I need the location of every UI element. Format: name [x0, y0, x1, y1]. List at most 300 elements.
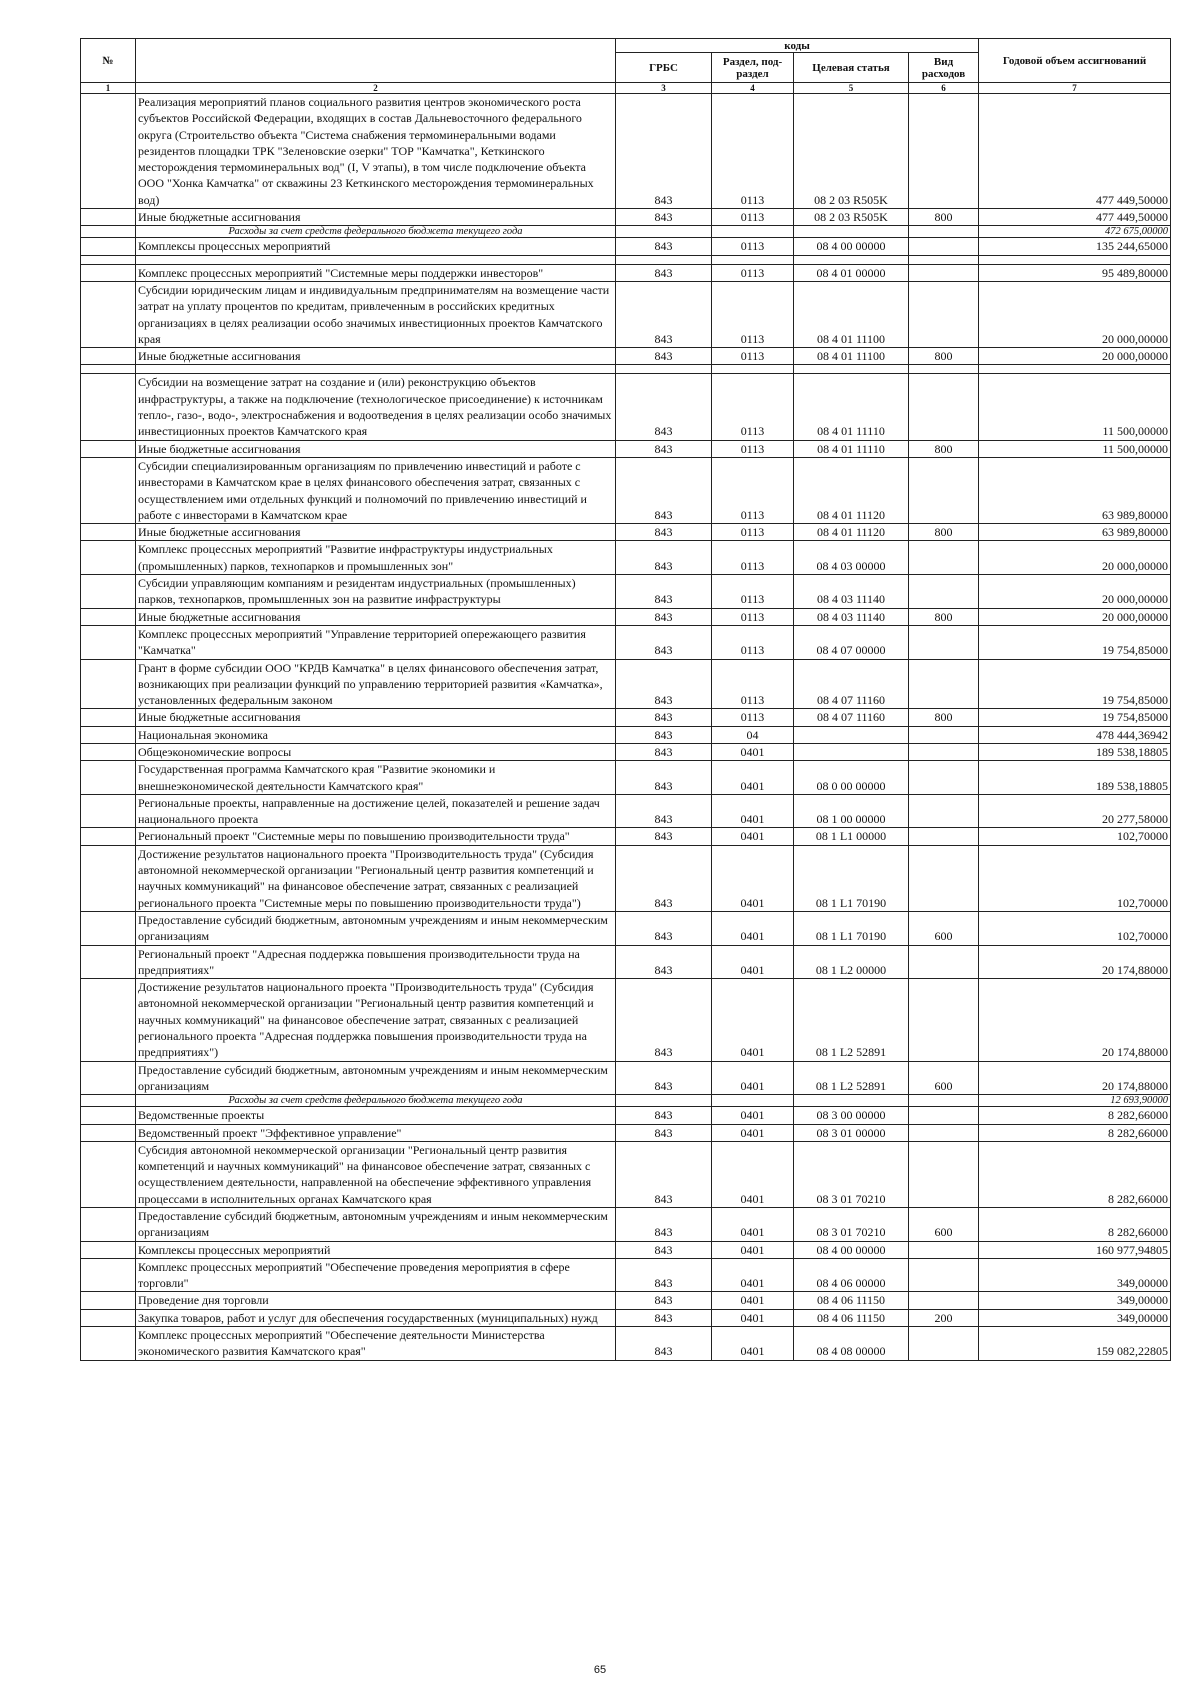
row-name-cell: Комплекс процессных мероприятий "Системные меры поддержки инвесторов" — [136, 264, 616, 281]
table-body — [81, 94, 1171, 1361]
row-target-cell: 08 0 00 00000 — [794, 761, 909, 795]
row-number-cell — [81, 226, 136, 238]
row-kind-cell — [909, 743, 979, 760]
row-number-cell — [81, 374, 136, 440]
row-section-cell: 0113 — [712, 457, 794, 523]
row-amount-cell: 63 989,80000 — [979, 457, 1171, 523]
row-name-cell: Региональный проект "Системные меры по повышению производительности труда" — [136, 828, 616, 845]
row-number-cell — [81, 761, 136, 795]
row-grbs-cell: 843 — [616, 1241, 712, 1258]
row-kind-cell — [909, 541, 979, 575]
row-kind-cell: 600 — [909, 1061, 979, 1095]
row-name-cell: Иные бюджетные ассигнования — [136, 608, 616, 625]
row-target-cell: 08 4 06 11150 — [794, 1309, 909, 1326]
row-grbs-cell: 843 — [616, 1061, 712, 1095]
row-target-cell: 08 4 03 11140 — [794, 575, 909, 609]
row-target-cell: 08 4 03 11140 — [794, 608, 909, 625]
row-kind-cell — [909, 457, 979, 523]
table-row — [81, 726, 1171, 743]
row-number-cell — [81, 255, 136, 264]
row-amount-cell: 19 754,85000 — [979, 625, 1171, 659]
row-kind-cell — [909, 374, 979, 440]
row-amount-cell: 8 282,66000 — [979, 1107, 1171, 1124]
row-target-cell: 08 1 00 00000 — [794, 794, 909, 828]
row-name-cell: Предоставление субсидий бюджетным, автономным учреждениям и иным некоммерческим организациям — [136, 911, 616, 945]
row-number-cell — [81, 659, 136, 709]
row-name-cell: Комплекс процессных мероприятий "Развитие инфраструктуры индустриальных (промышленных) парков, технопарков и промышленных зон" — [136, 541, 616, 575]
header-kind: Вид расходов — [909, 53, 979, 83]
table-row — [81, 794, 1171, 828]
row-kind-cell — [909, 1141, 979, 1207]
row-name-cell: Субсидии на возмещение затрат на создание и (или) реконструкцию объектов инфраструктуры, а также на подключение (технологическое присоединение) к источникам тепло-, газо-, водо-, электроснабжения и водоотведения в целях реализации особо значимых инвестиционных проектов Камчатского края — [136, 374, 616, 440]
row-target-cell: 08 4 01 11120 — [794, 457, 909, 523]
row-amount-cell: 63 989,80000 — [979, 524, 1171, 541]
row-target-cell — [794, 1095, 909, 1107]
row-grbs-cell: 843 — [616, 794, 712, 828]
row-number-cell — [81, 794, 136, 828]
row-number-cell — [81, 1095, 136, 1107]
row-number-cell — [81, 209, 136, 226]
table-row — [81, 659, 1171, 709]
row-number-cell — [81, 979, 136, 1061]
row-amount-cell: 8 282,66000 — [979, 1141, 1171, 1207]
row-name-cell: Расходы за счет средств федерального бюджета текущего года — [136, 1095, 616, 1107]
row-target-cell: 08 4 01 11100 — [794, 281, 909, 347]
row-grbs-cell — [616, 365, 712, 374]
row-section-cell: 0113 — [712, 264, 794, 281]
row-kind-cell: 600 — [909, 1208, 979, 1242]
row-amount-cell: 472 675,00000 — [979, 226, 1171, 238]
row-section-cell: 0401 — [712, 845, 794, 911]
row-name-cell: Субсидии юридическим лицам и индивидуальным предпринимателям на возмещение части затрат на уплату процентов по кредитам, привлеченным в российских кредитных организациях в целях реализации особо значимых инвестиционных проектов Камчатского края — [136, 281, 616, 347]
row-grbs-cell: 843 — [616, 709, 712, 726]
row-grbs-cell: 843 — [616, 1124, 712, 1141]
row-grbs-cell: 843 — [616, 1309, 712, 1326]
header-section: Раздел, под-раздел — [712, 53, 794, 83]
col-number: 6 — [909, 83, 979, 94]
row-amount-cell: 159 082,22805 — [979, 1327, 1171, 1361]
row-target-cell: 08 1 L1 00000 — [794, 828, 909, 845]
col-number: 3 — [616, 83, 712, 94]
row-section-cell — [712, 255, 794, 264]
row-kind-cell — [909, 575, 979, 609]
row-grbs-cell: 843 — [616, 1107, 712, 1124]
row-number-cell — [81, 281, 136, 347]
row-section-cell: 0401 — [712, 1061, 794, 1095]
row-section-cell: 0401 — [712, 1107, 794, 1124]
row-section-cell: 0401 — [712, 1141, 794, 1207]
table-row — [81, 374, 1171, 440]
row-grbs-cell: 843 — [616, 945, 712, 979]
table-row — [81, 524, 1171, 541]
row-kind-cell — [909, 226, 979, 238]
row-number-cell — [81, 1327, 136, 1361]
table-row — [81, 1208, 1171, 1242]
table-row — [81, 709, 1171, 726]
row-kind-cell — [909, 1292, 979, 1309]
row-kind-cell — [909, 979, 979, 1061]
row-grbs-cell: 843 — [616, 845, 712, 911]
row-grbs-cell: 843 — [616, 608, 712, 625]
row-kind-cell — [909, 1095, 979, 1107]
row-section-cell: 0401 — [712, 828, 794, 845]
row-name-cell: Иные бюджетные ассигнования — [136, 209, 616, 226]
row-number-cell — [81, 1124, 136, 1141]
row-target-cell: 08 4 01 11110 — [794, 374, 909, 440]
table-row — [81, 457, 1171, 523]
row-number-cell — [81, 828, 136, 845]
row-number-cell — [81, 524, 136, 541]
row-amount-cell: 160 977,94805 — [979, 1241, 1171, 1258]
row-name-cell: Ведомственный проект "Эффективное управление" — [136, 1124, 616, 1141]
row-name-cell: Иные бюджетные ассигнования — [136, 348, 616, 365]
row-amount-cell: 135 244,65000 — [979, 238, 1171, 255]
row-target-cell: 08 4 01 00000 — [794, 264, 909, 281]
row-kind-cell: 800 — [909, 440, 979, 457]
row-name-cell: Комплекс процессных мероприятий "Обеспечение проведения мероприятия в сфере торговли" — [136, 1258, 616, 1292]
spacer-row — [81, 255, 1171, 264]
row-amount-cell: 102,70000 — [979, 828, 1171, 845]
row-section-cell: 0401 — [712, 794, 794, 828]
row-number-cell — [81, 440, 136, 457]
row-name-cell — [136, 255, 616, 264]
row-name-cell: Комплекс процессных мероприятий "Обеспечение деятельности Министерства экономического развития Камчатского края" — [136, 1327, 616, 1361]
row-kind-cell — [909, 845, 979, 911]
row-amount-cell: 20 174,88000 — [979, 1061, 1171, 1095]
table-row — [81, 94, 1171, 209]
row-kind-cell: 600 — [909, 911, 979, 945]
row-kind-cell — [909, 761, 979, 795]
row-name-cell: Предоставление субсидий бюджетным, автономным учреждениям и иным некоммерческим организациям — [136, 1208, 616, 1242]
row-number-cell — [81, 743, 136, 760]
row-target-cell: 08 4 07 11160 — [794, 709, 909, 726]
row-name-cell: Государственная программа Камчатского края "Развитие экономики и внешнеэкономической деятельности Камчатского края" — [136, 761, 616, 795]
row-section-cell: 0113 — [712, 524, 794, 541]
row-grbs-cell: 843 — [616, 625, 712, 659]
row-target-cell: 08 3 01 70210 — [794, 1141, 909, 1207]
col-number: 1 — [81, 83, 136, 94]
row-kind-cell: 800 — [909, 209, 979, 226]
row-grbs-cell: 843 — [616, 761, 712, 795]
row-kind-cell — [909, 828, 979, 845]
row-section-cell: 0113 — [712, 238, 794, 255]
row-number-cell — [81, 1309, 136, 1326]
row-target-cell: 08 1 L1 70190 — [794, 845, 909, 911]
row-name-cell: Предоставление субсидий бюджетным, автономным учреждениям и иным некоммерческим организациям — [136, 1061, 616, 1095]
row-section-cell: 0113 — [712, 94, 794, 209]
table-row — [81, 911, 1171, 945]
row-name-cell: Достижение результатов национального проекта "Производительность труда" (Субсидия автономной некоммерческой организации "Региональный центр развития компетенций и научных коммуникаций" на финансовое обеспечение затрат, связанных с реализацией регионального проекта "Адресная поддержка повышения производительности труда на предприятиях") — [136, 979, 616, 1061]
table-row — [81, 979, 1171, 1061]
row-target-cell: 08 4 01 11100 — [794, 348, 909, 365]
row-amount-cell — [979, 255, 1171, 264]
table-row — [81, 845, 1171, 911]
row-number-cell — [81, 1258, 136, 1292]
row-section-cell: 0113 — [712, 709, 794, 726]
row-name-cell — [136, 365, 616, 374]
row-kind-cell — [909, 945, 979, 979]
row-section-cell: 0113 — [712, 541, 794, 575]
row-target-cell: 08 1 L2 00000 — [794, 945, 909, 979]
row-kind-cell — [909, 365, 979, 374]
table-row — [81, 828, 1171, 845]
row-kind-cell — [909, 1327, 979, 1361]
row-amount-cell: 20 000,00000 — [979, 575, 1171, 609]
row-grbs-cell: 843 — [616, 348, 712, 365]
table-row — [81, 1124, 1171, 1141]
row-target-cell: 08 3 01 70210 — [794, 1208, 909, 1242]
row-target-cell: 08 4 06 00000 — [794, 1258, 909, 1292]
row-amount-cell: 20 000,00000 — [979, 541, 1171, 575]
row-amount-cell: 11 500,00000 — [979, 374, 1171, 440]
row-grbs-cell: 843 — [616, 94, 712, 209]
row-amount-cell: 477 449,50000 — [979, 209, 1171, 226]
row-number-cell — [81, 625, 136, 659]
row-target-cell: 08 4 07 00000 — [794, 625, 909, 659]
row-section-cell: 0401 — [712, 1327, 794, 1361]
row-section-cell: 0113 — [712, 374, 794, 440]
row-target-cell: 08 3 01 00000 — [794, 1124, 909, 1141]
row-section-cell: 0401 — [712, 1258, 794, 1292]
header-volume: Годовой объем ассигнований — [979, 39, 1171, 83]
row-amount-cell: 102,70000 — [979, 845, 1171, 911]
table-row — [81, 1309, 1171, 1326]
row-section-cell: 0113 — [712, 281, 794, 347]
row-section-cell: 0401 — [712, 945, 794, 979]
row-kind-cell — [909, 794, 979, 828]
row-section-cell — [712, 365, 794, 374]
row-amount-cell: 8 282,66000 — [979, 1124, 1171, 1141]
row-grbs-cell: 843 — [616, 979, 712, 1061]
row-section-cell: 0113 — [712, 348, 794, 365]
row-kind-cell — [909, 659, 979, 709]
row-kind-cell — [909, 1258, 979, 1292]
row-grbs-cell: 843 — [616, 264, 712, 281]
budget-sheet — [80, 38, 1170, 1361]
row-grbs-cell: 843 — [616, 743, 712, 760]
row-grbs-cell: 843 — [616, 726, 712, 743]
row-section-cell: 0113 — [712, 209, 794, 226]
row-section-cell — [712, 1095, 794, 1107]
row-grbs-cell: 843 — [616, 238, 712, 255]
row-section-cell: 0401 — [712, 1241, 794, 1258]
table-row — [81, 226, 1171, 238]
row-target-cell: 08 4 00 00000 — [794, 238, 909, 255]
row-target-cell: 08 4 01 11120 — [794, 524, 909, 541]
row-number-cell — [81, 348, 136, 365]
table-row — [81, 1241, 1171, 1258]
table-row — [81, 625, 1171, 659]
row-grbs-cell: 843 — [616, 575, 712, 609]
row-number-cell — [81, 911, 136, 945]
row-name-cell: Иные бюджетные ассигнования — [136, 440, 616, 457]
row-kind-cell — [909, 94, 979, 209]
row-section-cell: 0401 — [712, 761, 794, 795]
row-kind-cell: 800 — [909, 608, 979, 625]
header-name — [136, 39, 616, 83]
row-section-cell: 0401 — [712, 1208, 794, 1242]
table-row — [81, 440, 1171, 457]
row-grbs-cell: 843 — [616, 281, 712, 347]
row-kind-cell — [909, 726, 979, 743]
row-amount-cell: 20 277,58000 — [979, 794, 1171, 828]
row-amount-cell: 12 693,90000 — [979, 1095, 1171, 1107]
spacer-row — [81, 365, 1171, 374]
row-amount-cell: 20 174,88000 — [979, 979, 1171, 1061]
row-name-cell: Закупка товаров, работ и услуг для обеспечения государственных (муниципальных) нужд — [136, 1309, 616, 1326]
row-number-cell — [81, 541, 136, 575]
row-section-cell: 0401 — [712, 979, 794, 1061]
row-target-cell: 08 4 08 00000 — [794, 1327, 909, 1361]
row-grbs-cell: 843 — [616, 440, 712, 457]
row-section-cell — [712, 226, 794, 238]
row-grbs-cell: 843 — [616, 911, 712, 945]
row-amount-cell: 349,00000 — [979, 1292, 1171, 1309]
row-kind-cell — [909, 264, 979, 281]
row-section-cell: 0401 — [712, 743, 794, 760]
row-kind-cell — [909, 238, 979, 255]
row-grbs-cell: 843 — [616, 209, 712, 226]
row-number-cell — [81, 1141, 136, 1207]
row-name-cell: Реализация мероприятий планов социального развития центров экономического роста субъектов Российской Федерации, входящих в состав Дальневосточного федерального округа (Строительство объекта "Система снабжения термоминеральными водами резидентов площадки ТРК "Зеленовские озерки" ТОР "Камчатка", Кеткинского месторождения термоминеральных вод" (I, V этапы), в том числе подключение объекта ООО "Хонка Камчатка" от скважины 23 Кеткинского месторождения термоминеральных вод) — [136, 94, 616, 209]
row-grbs-cell: 843 — [616, 828, 712, 845]
table-header — [81, 39, 1171, 94]
row-name-cell: Субсидии управляющим компаниям и резидентам индустриальных (промышленных) парков, технопарков, промышленных зон на развитие инфраструктуры — [136, 575, 616, 609]
budget-table — [80, 38, 1171, 1361]
row-name-cell: Региональный проект "Адресная поддержка повышения производительности труда на предприятиях" — [136, 945, 616, 979]
row-target-cell — [794, 726, 909, 743]
row-target-cell: 08 1 L1 70190 — [794, 911, 909, 945]
row-number-cell — [81, 709, 136, 726]
row-target-cell — [794, 255, 909, 264]
row-number-cell — [81, 1241, 136, 1258]
row-section-cell: 0401 — [712, 1309, 794, 1326]
row-kind-cell: 800 — [909, 709, 979, 726]
row-amount-cell: 349,00000 — [979, 1309, 1171, 1326]
row-number-cell — [81, 726, 136, 743]
row-section-cell: 0113 — [712, 575, 794, 609]
row-amount-cell: 8 282,66000 — [979, 1208, 1171, 1242]
row-target-cell: 08 4 03 00000 — [794, 541, 909, 575]
row-section-cell: 0401 — [712, 911, 794, 945]
header-codes: коды — [616, 39, 979, 53]
table-row — [81, 608, 1171, 625]
row-target-cell: 08 4 01 11110 — [794, 440, 909, 457]
table-row — [81, 238, 1171, 255]
row-target-cell: 08 2 03 R505K — [794, 209, 909, 226]
row-grbs-cell: 843 — [616, 541, 712, 575]
table-row — [81, 264, 1171, 281]
row-number-cell — [81, 1208, 136, 1242]
row-amount-cell: 19 754,85000 — [979, 709, 1171, 726]
row-kind-cell — [909, 1107, 979, 1124]
table-row — [81, 348, 1171, 365]
row-target-cell: 08 4 00 00000 — [794, 1241, 909, 1258]
row-name-cell: Комплексы процессных мероприятий — [136, 238, 616, 255]
table-row — [81, 281, 1171, 347]
row-number-cell — [81, 457, 136, 523]
row-name-cell: Грант в форме субсидии ООО "КРДВ Камчатка" в целях финансового обеспечения затрат, возникающих при реализации функций по управлению территорией развития «Камчатка», установленных федеральным законом — [136, 659, 616, 709]
row-grbs-cell — [616, 226, 712, 238]
row-grbs-cell: 843 — [616, 1327, 712, 1361]
row-section-cell: 0113 — [712, 625, 794, 659]
row-number-cell — [81, 1292, 136, 1309]
row-target-cell — [794, 365, 909, 374]
row-number-cell — [81, 575, 136, 609]
table-row — [81, 761, 1171, 795]
row-kind-cell — [909, 281, 979, 347]
row-number-cell — [81, 264, 136, 281]
row-name-cell: Ведомственные проекты — [136, 1107, 616, 1124]
row-name-cell: Субсидии специализированным организациям по привлечению инвестиций и работе с инвесторами в Камчатском крае в целях финансового обеспечения затрат, связанных с осуществлением ими отдельных функций и полномочий по привлечению инвестиций и работе с инвесторами в Камчатском крае — [136, 457, 616, 523]
row-amount-cell: 189 538,18805 — [979, 761, 1171, 795]
row-name-cell: Региональные проекты, направленные на достижение целей, показателей и решение задач национального проекта — [136, 794, 616, 828]
row-amount-cell: 19 754,85000 — [979, 659, 1171, 709]
row-amount-cell — [979, 365, 1171, 374]
row-name-cell: Иные бюджетные ассигнования — [136, 524, 616, 541]
row-section-cell: 0113 — [712, 608, 794, 625]
row-name-cell: Достижение результатов национального проекта "Производительность труда" (Субсидия автономной некоммерческой организации "Региональный центр развития компетенций и научных коммуникаций" на финансовое обеспечение затрат, связанных с реализацией регионального проекта "Системные меры по повышению производительности труда") — [136, 845, 616, 911]
row-kind-cell: 200 — [909, 1309, 979, 1326]
row-amount-cell: 20 174,88000 — [979, 945, 1171, 979]
table-row — [81, 1327, 1171, 1361]
table-row — [81, 1095, 1171, 1107]
row-amount-cell: 189 538,18805 — [979, 743, 1171, 760]
row-number-cell — [81, 945, 136, 979]
row-amount-cell: 349,00000 — [979, 1258, 1171, 1292]
col-number: 7 — [979, 83, 1171, 94]
header-target: Целевая статья — [794, 53, 909, 83]
row-grbs-cell — [616, 255, 712, 264]
row-target-cell: 08 1 L2 52891 — [794, 979, 909, 1061]
row-grbs-cell: 843 — [616, 1292, 712, 1309]
col-number: 2 — [136, 83, 616, 94]
row-kind-cell — [909, 255, 979, 264]
row-name-cell: Общеэкономические вопросы — [136, 743, 616, 760]
row-grbs-cell: 843 — [616, 374, 712, 440]
row-amount-cell: 102,70000 — [979, 911, 1171, 945]
table-row — [81, 1258, 1171, 1292]
row-kind-cell: 800 — [909, 348, 979, 365]
row-number-cell — [81, 845, 136, 911]
table-row — [81, 1061, 1171, 1095]
row-target-cell: 08 4 07 11160 — [794, 659, 909, 709]
row-number-cell — [81, 608, 136, 625]
row-name-cell: Национальная экономика — [136, 726, 616, 743]
col-number: 4 — [712, 83, 794, 94]
row-kind-cell: 800 — [909, 524, 979, 541]
row-amount-cell: 20 000,00000 — [979, 281, 1171, 347]
row-number-cell — [81, 238, 136, 255]
header-grbs: ГРБС — [616, 53, 712, 83]
row-section-cell: 0113 — [712, 659, 794, 709]
row-name-cell: Проведение дня торговли — [136, 1292, 616, 1309]
row-target-cell: 08 2 03 R505K — [794, 94, 909, 209]
table-row — [81, 541, 1171, 575]
table-row — [81, 743, 1171, 760]
row-name-cell: Иные бюджетные ассигнования — [136, 709, 616, 726]
row-grbs-cell: 843 — [616, 1141, 712, 1207]
row-grbs-cell: 843 — [616, 457, 712, 523]
row-section-cell: 0401 — [712, 1292, 794, 1309]
row-name-cell: Комплексы процессных мероприятий — [136, 1241, 616, 1258]
row-grbs-cell: 843 — [616, 1258, 712, 1292]
row-grbs-cell: 843 — [616, 1208, 712, 1242]
table-row — [81, 1107, 1171, 1124]
row-grbs-cell — [616, 1095, 712, 1107]
row-section-cell: 0113 — [712, 440, 794, 457]
table-row — [81, 945, 1171, 979]
